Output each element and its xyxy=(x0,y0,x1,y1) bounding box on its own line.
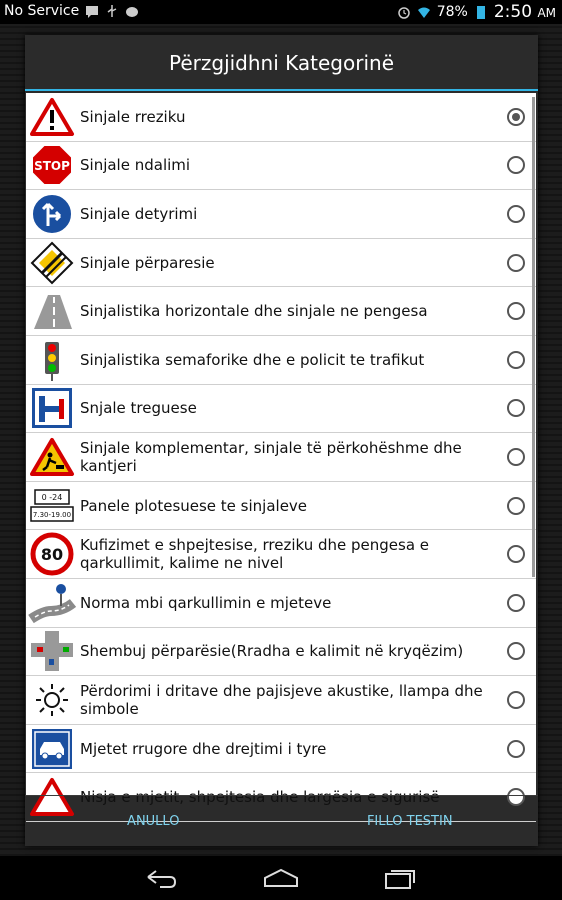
home-icon xyxy=(263,868,299,888)
list-item-label: Mjetet rrugore dhe drejtimi i tyre xyxy=(80,739,327,758)
list-item[interactable] xyxy=(26,287,536,336)
battery-icon xyxy=(474,5,488,19)
radio-button[interactable] xyxy=(507,254,525,272)
list-item-label: Përdorimi i dritave dhe pajisjeve akustike, llampa dhe simbole xyxy=(80,681,483,718)
list-item-label: Sinjalistika semaforike dhe e policit te trafikut xyxy=(80,350,425,369)
list-item[interactable] xyxy=(26,190,536,239)
list-item[interactable] xyxy=(26,725,536,774)
radio-button[interactable] xyxy=(507,740,525,758)
wifi-icon xyxy=(417,5,431,19)
alarm-icon xyxy=(397,5,411,19)
battery-percent: 78% xyxy=(436,4,468,20)
list-item-label: Sinjale rreziku xyxy=(80,107,186,126)
list-item[interactable] xyxy=(26,628,536,677)
status-bar xyxy=(0,0,562,24)
list-item[interactable] xyxy=(26,239,536,288)
list-item-label: Snjale treguese xyxy=(80,399,197,418)
dead-end-sign-icon xyxy=(28,386,76,430)
navigation-bar xyxy=(0,856,562,900)
category-list[interactable] xyxy=(26,93,536,807)
panel-text-bottom: 7.30-19.00 xyxy=(32,510,72,519)
stop-sign-text: STOP xyxy=(34,159,70,174)
list-item-label: Sinjale ndalimi xyxy=(80,156,191,175)
panel-text-top: 0 -24 xyxy=(41,492,63,502)
clock: 2:50 AM xyxy=(493,2,556,22)
radio-button[interactable] xyxy=(507,691,525,709)
cancel-button[interactable]: ANULLO xyxy=(127,814,180,829)
list-item[interactable] xyxy=(26,579,536,628)
headlight-icon xyxy=(28,678,76,722)
dialog-buttons xyxy=(25,795,538,846)
list-item[interactable] xyxy=(26,676,536,725)
warning-triangle-icon xyxy=(28,95,76,139)
car-sign-icon xyxy=(28,727,76,771)
list-item-label: Kufizimet e shpejtesise, rreziku dhe pengesa e qarkullimit, kalime ne nivel xyxy=(80,536,430,573)
traffic-light-icon xyxy=(28,338,76,382)
list-item-label: Shembuj përparësie(Rradha e kalimit në kryqëzim) xyxy=(80,642,464,661)
road-works-icon xyxy=(28,435,76,479)
road-markings-icon xyxy=(28,289,76,333)
radio-button[interactable] xyxy=(507,594,525,612)
android-debug-icon xyxy=(125,4,139,18)
radio-button[interactable] xyxy=(507,497,525,515)
radio-button[interactable] xyxy=(507,351,525,369)
notification-icon xyxy=(85,4,99,18)
start-test-button[interactable]: FILLO TESTIN xyxy=(366,814,453,829)
list-item[interactable] xyxy=(26,142,536,191)
mandatory-direction-icon xyxy=(28,192,76,236)
supplementary-panel-icon xyxy=(28,484,76,528)
back-icon xyxy=(144,868,178,888)
road-curve-icon xyxy=(28,581,76,625)
category-dialog xyxy=(25,35,538,846)
intersection-icon xyxy=(28,629,76,673)
radio-button[interactable] xyxy=(507,448,525,466)
list-item-label: Nisja e mjetit, shpejtesia dhe largësia e sigurisë xyxy=(80,788,440,807)
speed-limit-text: 80 xyxy=(40,545,64,565)
speed-limit-icon xyxy=(28,532,76,576)
list-item[interactable] xyxy=(26,530,536,579)
home-button[interactable] xyxy=(261,866,301,890)
usb-icon xyxy=(105,4,119,18)
dialog-title: Përzgjidhni Kategorinë xyxy=(25,35,538,91)
list-item[interactable] xyxy=(26,482,536,531)
list-item-label: Sinjalistika horizontale dhe sinjale ne pengesa xyxy=(80,302,428,321)
list-item-label: Norma mbi qarkullimin e mjeteve xyxy=(80,593,332,612)
radio-button[interactable] xyxy=(507,108,525,126)
back-button[interactable] xyxy=(141,866,181,890)
list-item-label: Panele plotesuese te sinjaleve xyxy=(80,496,308,515)
list-item[interactable] xyxy=(26,433,536,482)
list-item[interactable] xyxy=(26,385,536,434)
list-item[interactable] xyxy=(26,336,536,385)
recents-icon xyxy=(384,867,418,889)
scrollbar[interactable] xyxy=(532,97,535,577)
priority-road-end-icon xyxy=(28,241,76,285)
radio-button[interactable] xyxy=(507,205,525,223)
carrier-label: No Service xyxy=(4,3,80,19)
list-item-label: Sinjale përparesie xyxy=(80,253,215,272)
list-item[interactable] xyxy=(26,93,536,142)
stop-sign-icon xyxy=(28,143,76,187)
list-item-label: Sinjale komplementar, sinjale të përkohëshme dhe kantjeri xyxy=(80,438,462,475)
list-item-label: Sinjale detyrimi xyxy=(80,204,198,223)
recents-button[interactable] xyxy=(381,866,421,890)
